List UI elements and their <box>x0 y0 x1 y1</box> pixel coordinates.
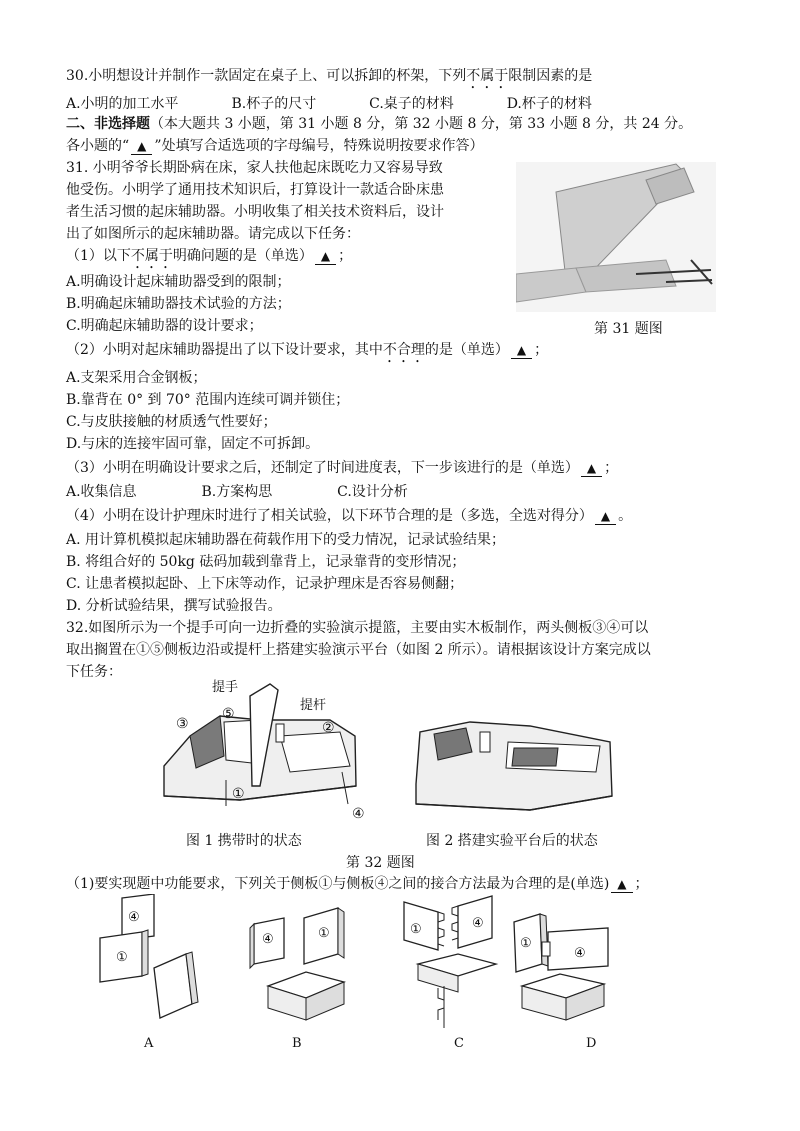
q31-part2-option-a[interactable]: A.支架采用合金钢板； <box>66 370 207 386</box>
q32-intro-3: 下任务： <box>66 664 122 680</box>
q31-figure-chair <box>516 162 716 312</box>
q31-part1-blank[interactable]: ▲ <box>315 248 336 265</box>
q32-fig-label-1: ① <box>232 786 245 802</box>
q31-part3-option-c[interactable]: C.设计分析 <box>337 484 408 500</box>
section-note: 各小题的“ ▲ ”处填写合适选项的字母编号，特殊说明按要求作答） <box>66 138 484 154</box>
q32-fig-label-bar: 提杆 <box>300 698 327 713</box>
q32-figure-caption: 第 32 题图 <box>346 855 415 871</box>
q31-part2-option-d[interactable]: D.与床的连接牢固可靠，固定不可拆卸。 <box>66 436 320 452</box>
q31-part3-options <box>66 482 408 502</box>
joint-option-d-mark-4: ④ <box>574 946 586 961</box>
q31-part1-option-b[interactable]: B.明确起床辅助器技术试验的方法； <box>66 296 291 312</box>
q30-option-c[interactable]: C.桌子的材料 <box>369 96 454 112</box>
q30-option-b[interactable]: B.杯子的尺寸 <box>231 96 317 112</box>
q31-part1: （1）以下不属于明确问题的是（单选） ▲ ； <box>66 248 353 264</box>
joint-option-b-mark-1: ① <box>318 926 330 941</box>
q31-part4-option-b[interactable]: B. 将组合好的 50kg 砝码加载到靠背上，记录靠背的变形情况； <box>66 554 466 570</box>
q30-option-a[interactable]: A.小明的加工水平 <box>66 96 179 112</box>
q31-part4-option-d[interactable]: D. 分析试验结果，撰写试验报告。 <box>66 598 282 614</box>
q32-part1-blank[interactable]: ▲ <box>611 876 632 893</box>
q32-fig-label-2: ② <box>322 720 335 736</box>
joint-option-c-mark-1: ① <box>410 922 422 937</box>
q31-part2-option-b[interactable]: B.靠背在 0° 到 70° 范围内连续可调并锁住； <box>66 392 350 408</box>
joint-option-b-label[interactable]: B <box>292 1036 302 1051</box>
q31-part2-option-c[interactable]: C.与皮肤接触的材质透气性要好； <box>66 414 277 430</box>
q31-part3-option-a[interactable]: A.收集信息 <box>66 484 137 500</box>
q32-intro-1: 32.如图所示为一个提手可向一边折叠的实验演示提篮，主要由实木板制作，两头侧板③④可以 <box>66 620 649 636</box>
joint-option-a-label[interactable]: A <box>144 1036 154 1051</box>
q31-part3: （3）小明在明确设计要求之后，还制定了时间进度表，下一步该进行的是（单选） ▲ ； <box>66 460 619 476</box>
q31-part3-blank[interactable]: ▲ <box>581 460 602 477</box>
joint-option-a-mark-4: ④ <box>128 910 140 925</box>
q31-part4-blank[interactable]: ▲ <box>595 508 616 525</box>
q30-options <box>66 94 592 114</box>
joint-option-b-figure[interactable] <box>244 894 354 1024</box>
q32-fig1-caption: 图 1 携带时的状态 <box>186 833 302 849</box>
q31-part2: （2）小明对起床辅助器提出了以下设计要求，其中不合理的是（单选） ▲ ； <box>66 342 549 358</box>
q32-fig-label-3: ③ <box>176 716 189 732</box>
joint-option-c-figure[interactable] <box>400 892 500 1032</box>
q32-fig-label-handle: 提手 <box>212 680 239 695</box>
q31-part4-option-a[interactable]: A. 用计算机模拟起床辅助器在荷载作用下的受力情况，记录试验结果； <box>66 532 506 548</box>
joint-option-b-mark-4: ④ <box>262 932 274 947</box>
q31-part4: （4）小明在设计护理床时进行了相关试验，以下环节合理的是（多选，全选对得分） ▲ 。 <box>66 508 633 524</box>
q31-intro-1: 31. 小明爷爷长期卧病在床，家人扶他起床既吃力又容易导致 <box>66 160 443 176</box>
q30-stem: 30.小明想设计并制作一款固定在桌子上、可以拆卸的杯架，下列不属于限制因素的是 <box>66 68 593 84</box>
joint-option-c-label[interactable]: C <box>454 1036 464 1051</box>
q32-intro-2: 取出搁置在①⑤侧板边沿或提杆上搭建实验演示平台（如图 2 所示）。请根据该设计方案完成以 <box>66 642 651 658</box>
q32-fig-label-4: ④ <box>352 806 365 822</box>
joint-option-c-mark-4: ④ <box>472 916 484 931</box>
q32-fig2-caption: 图 2 搭建实验平台后的状态 <box>426 833 598 849</box>
q31-part1-option-a[interactable]: A.明确设计起床辅助器受到的限制； <box>66 274 291 290</box>
q31-figure-caption: 第 31 题图 <box>594 321 663 337</box>
joint-option-d-label[interactable]: D <box>586 1036 597 1051</box>
joint-option-d-figure[interactable] <box>508 902 618 1032</box>
section-heading: 二、非选择题（本大题共 3 小题，第 31 小题 8 分，第 32 小题 8 分，第 33 小题 8 分，共 24 分。 <box>66 116 693 132</box>
q32-figure2-platform <box>410 712 620 822</box>
q31-intro-4: 出了如图所示的起床辅助器。请完成以下任务： <box>66 226 360 242</box>
q31-part1-option-c[interactable]: C.明确起床辅助器的设计要求； <box>66 318 263 334</box>
q32-figure1-basket <box>160 676 380 816</box>
q32-fig-label-5: ⑤ <box>222 706 235 722</box>
joint-option-a-mark-1: ① <box>116 950 128 965</box>
joint-option-a-figure[interactable] <box>96 894 216 1024</box>
q31-part3-option-b[interactable]: B.方案构思 <box>201 484 273 500</box>
q32-part1: （1)要实现题中功能要求，下列关于侧板①与侧板④之间的接合方法最为合理的是(单选) ▲ ； <box>66 876 649 892</box>
q30-option-d[interactable]: D.杯子的材料 <box>506 96 592 112</box>
q31-intro-3: 者生活习惯的起床辅助器。小明收集了相关技术资料后，设计 <box>66 204 444 220</box>
q31-part2-blank[interactable]: ▲ <box>511 342 532 359</box>
q31-intro-2: 他受伤。小明学了通用技术知识后，打算设计一款适合卧床患 <box>66 182 444 198</box>
q31-part4-option-c[interactable]: C. 让患者模拟起卧、上下床等动作，记录护理床是否容易侧翻； <box>66 576 464 592</box>
joint-option-d-mark-1: ① <box>520 936 532 951</box>
